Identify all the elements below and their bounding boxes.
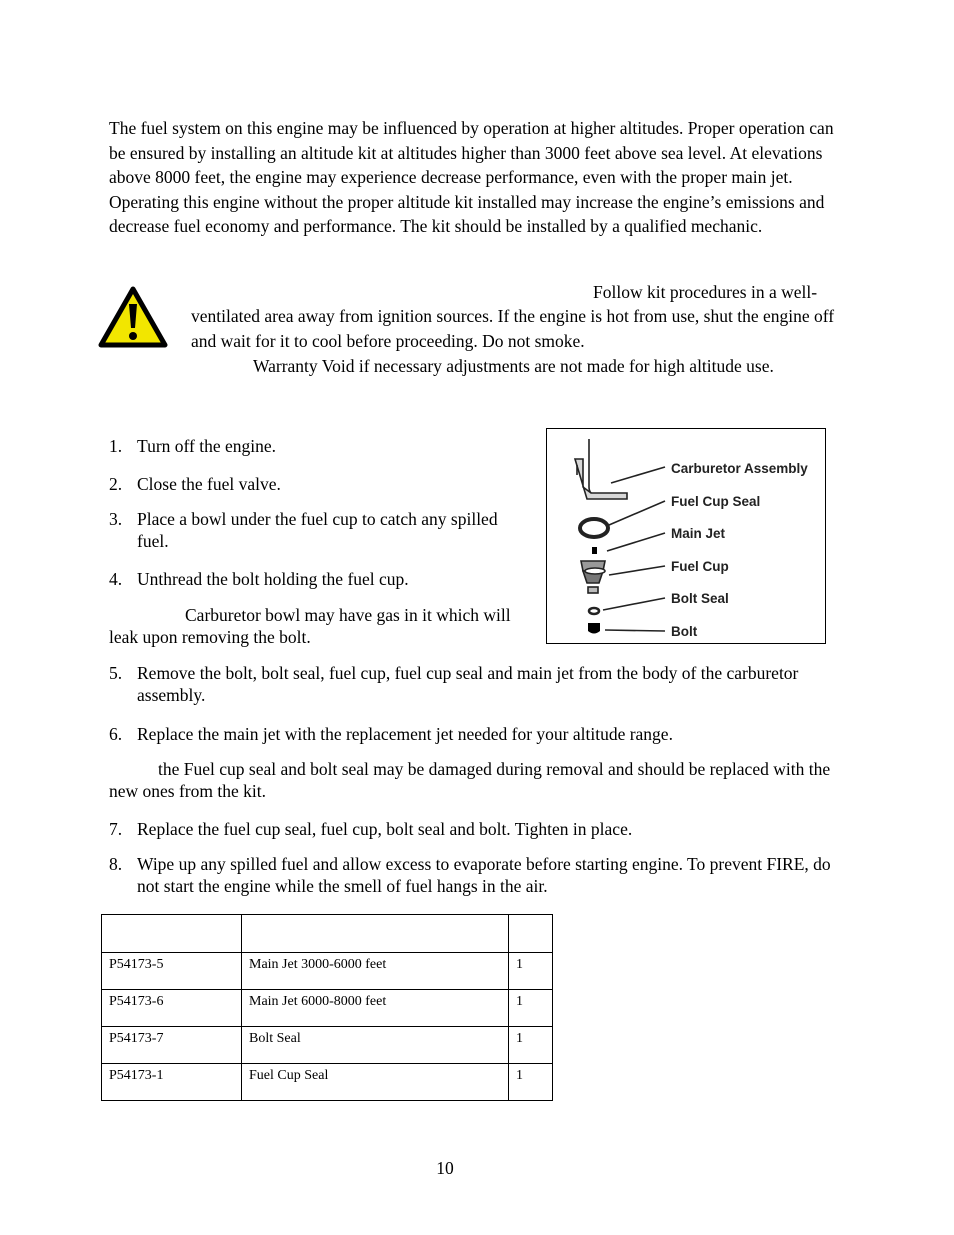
page-number: 10	[436, 1158, 454, 1178]
part-quantity: 1	[509, 1064, 553, 1101]
part-quantity: 1	[509, 953, 553, 990]
step-number: 4.	[109, 569, 123, 589]
part-description: Main Jet 3000-6000 feet	[242, 953, 509, 990]
label-fuel-cup: Fuel Cup	[671, 559, 729, 574]
step-number: 7.	[109, 819, 123, 839]
step-text: Wipe up any spilled fuel and allow excess to evaporate before starting engine. To prevent FIRE, do not start the engine while the smell of fuel hangs in the air.	[137, 854, 831, 896]
step-text: Remove the bolt, bolt seal, fuel cup, fuel cup seal and main jet from the body of the carburetor assembly.	[137, 663, 799, 705]
carburetor-diagram	[546, 428, 826, 644]
intro-paragraph: The fuel system on this engine may be influenced by operation at higher altitudes. Proper operation can be ensured by installing an altitude kit at altitudes higher than 3000 feet above sea level. At elevations above 8000 feet, the engine may experience decrease performance, even with the proper main jet. Operating this engine without the proper altitude kit installed may increase the engine’s emissions and decrease fuel economy and performance. The kit should be installed by a qualified mechanic.	[109, 118, 834, 237]
caution-note	[109, 604, 537, 648]
label-main-jet: Main Jet	[671, 526, 726, 541]
warning-text: ventilated area away from ignition sources. If the engine is hot from use, shut the engine off and wait for it to cool before proceeding. Do not smoke.	[191, 306, 835, 351]
step-text: Replace the main jet with the replacement jet needed for your altitude range.	[137, 724, 673, 744]
step-text: Close the fuel valve.	[137, 474, 281, 494]
caution-note-line1: Carburetor bowl may have gas in it which will	[185, 605, 511, 625]
warning-icon	[97, 284, 169, 350]
step-text: Place a bowl under the fuel cup to catch any spilled fuel.	[137, 509, 498, 551]
table-header-cell	[242, 915, 509, 953]
table-row	[102, 1064, 553, 1101]
step-text: Turn off the engine.	[137, 436, 277, 456]
step-number: 1.	[109, 436, 123, 456]
part-number: P54173-6	[102, 990, 242, 1027]
label-fuel-cup-seal: Fuel Cup Seal	[671, 494, 761, 509]
part-description: Fuel Cup Seal	[242, 1064, 509, 1101]
part-number: P54173-1	[102, 1064, 242, 1101]
warning-text-line1: Follow kit procedures in a well-	[593, 282, 818, 302]
caution-note-line2: leak upon removing the bolt.	[109, 627, 311, 647]
label-bolt-seal: Bolt Seal	[671, 591, 729, 606]
step-number: 6.	[109, 724, 123, 744]
warranty-notice: Warranty Void if necessary adjustments are not made for high altitude use.	[253, 356, 774, 376]
step-number: 2.	[109, 474, 123, 494]
part-quantity: 1	[509, 1027, 553, 1064]
part-description: Main Jet 6000-8000 feet	[242, 990, 509, 1027]
step-text: Unthread the bolt holding the fuel cup.	[137, 569, 409, 589]
part-quantity: 1	[509, 990, 553, 1027]
label-carburetor-assembly: Carburetor Assembly	[671, 461, 808, 476]
label-bolt: Bolt	[671, 624, 698, 639]
seal-note-text: the Fuel cup seal and bolt seal may be damaged during removal and should be replaced with the new ones from the kit.	[109, 759, 831, 801]
table-row	[102, 990, 553, 1027]
seal-note	[109, 759, 854, 802]
step-number: 8.	[109, 854, 123, 874]
part-description: Bolt Seal	[242, 1027, 509, 1064]
part-number: P54173-7	[102, 1027, 242, 1064]
table-row	[102, 1027, 553, 1064]
step-number: 5.	[109, 663, 123, 683]
table-row	[102, 953, 553, 990]
table-header-cell	[509, 915, 553, 953]
parts-table	[101, 914, 553, 1101]
table-header-cell	[102, 915, 242, 953]
step-text: Replace the fuel cup seal, fuel cup, bolt seal and bolt. Tighten in place.	[137, 819, 633, 839]
step-number: 3.	[109, 509, 123, 529]
table-header-row	[102, 915, 553, 953]
part-number: P54173-5	[102, 953, 242, 990]
